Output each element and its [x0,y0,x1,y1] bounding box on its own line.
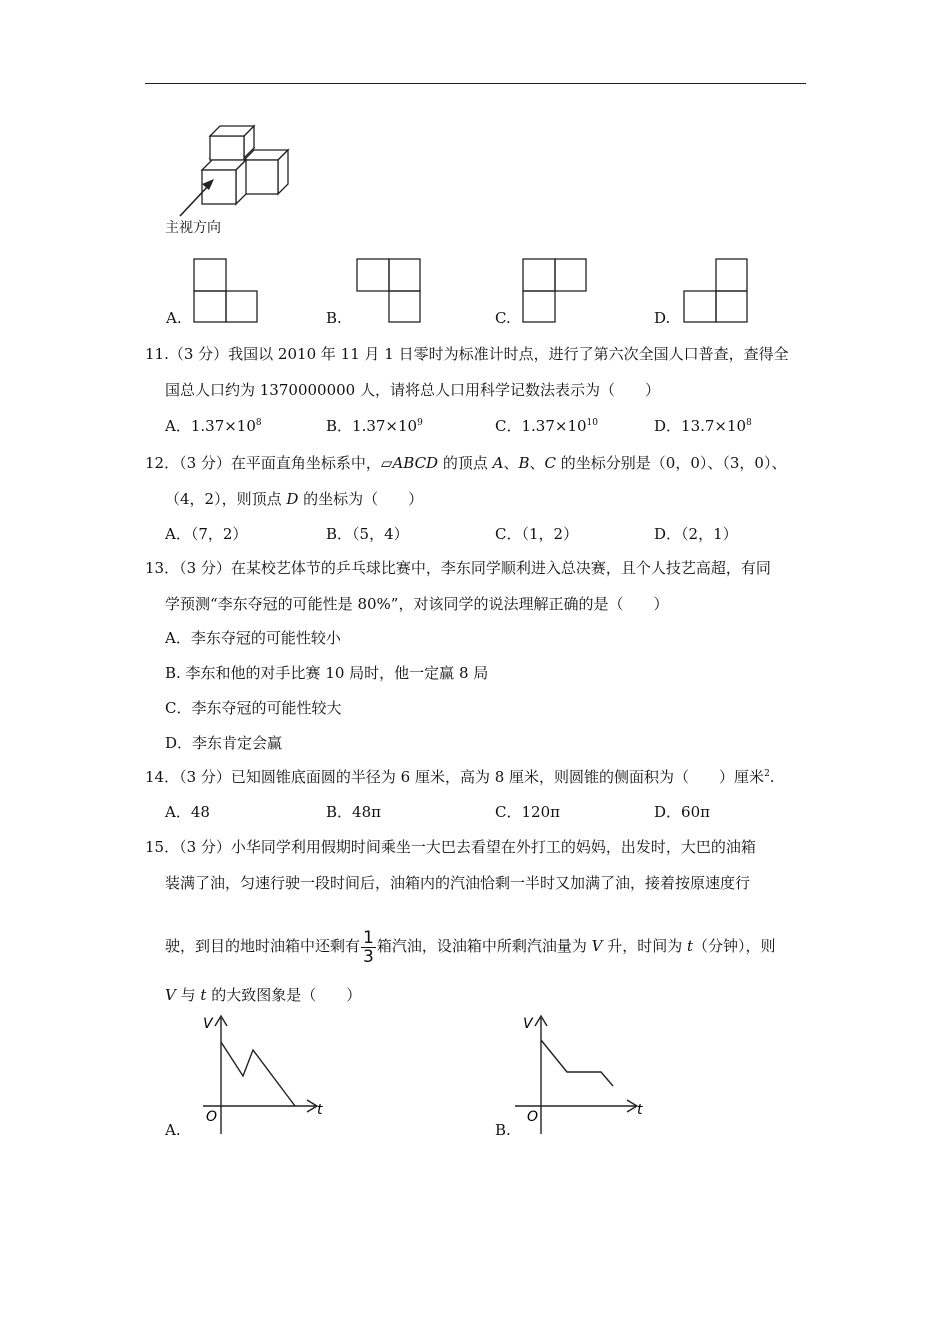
q11-option-c[interactable]: C．$1.37\times 10^{10}$ [495,417,598,435]
q15-option-b-graph[interactable] [515,1010,655,1138]
q13-stem-line2: 学预测“李东夺冠的可能性是 80%”，对该同学的说法理解正确的是（ ） [165,595,669,613]
header-rule [145,83,806,84]
q13-stem-line1: 13．（3 分）在某校艺体节的乒乓球比赛中，李东同学顺利进入总决赛，且个人技艺高超，有同 [145,559,771,577]
q15-stem-line2: 装满了油，匀速行驶一段时间后，油箱内的汽油恰剩一半时又加满了油，接着按原速度行 [165,874,751,892]
q10-option-c-label: C. [495,309,511,327]
q10-option-d-figure[interactable] [683,258,749,324]
q13-option-a[interactable]: A．李东夺冠的可能性较小 [165,629,341,647]
t-axis-label: t [317,1102,323,1118]
q10-option-d-label: D. [654,309,671,327]
q14-option-c[interactable]: C．120π [495,803,560,821]
q14-option-d[interactable]: D．60π [654,803,710,821]
q10-option-b-figure[interactable] [356,258,422,324]
q15-option-a-graph[interactable] [195,1010,335,1138]
q12-stem-line2: （4，2），则顶点 D 的坐标为（ ） [165,490,424,508]
q11-stem-line1: 11.（3 分）我国以 2010 年 11 月 1 日零时为标准计时点，进行了第六次全国人口普查，查得全 [145,345,789,363]
q12-option-a[interactable]: A．（7，2） [165,525,248,543]
q10-option-c-figure[interactable] [522,258,588,324]
q11-option-a[interactable]: A．$1.37\times 10^8$ [165,417,262,435]
q12-stem-line1: 12．（3 分）在平面直角坐标系中，▱ABCD 的顶点 A、B、C 的坐标分别是（0，0）、（3，0）、 [145,454,787,472]
q11-option-d[interactable]: D．$13.7\times 10^8$ [654,417,752,435]
q14-option-a[interactable]: A．48 [165,803,210,821]
q13-option-c[interactable]: C．李东夺冠的可能性较大 [165,699,342,717]
q14-stem-line1: 14．（3 分）已知圆锥底面圆的半径为 6 厘米，高为 8 厘米，则圆锥的侧面积为（ ）厘米$^2$. [145,768,775,786]
q12-option-d[interactable]: D．（2，1） [654,525,738,543]
q15-stem-line4: V 与 t 的大致图象是（ ） [165,986,362,1004]
origin-label: O [527,1109,539,1125]
t-axis-label: t [637,1102,643,1118]
v-axis-label: V [523,1016,533,1032]
q14-option-b[interactable]: B．48π [326,803,381,821]
cube-stack-figure [160,118,300,218]
q10-option-b-label: B. [326,309,342,327]
q15-stem-line1: 15．（3 分）小华同学利用假期时间乘坐一大巴去看望在外打工的妈妈，出发时，大巴的油箱 [145,838,756,856]
view-direction-caption: 主视方向 [165,220,221,236]
one-third-fraction: $\frac{1}{3}$ [363,927,374,967]
q11-stem-line2: 国总人口约为 1370000000 人，请将总人口用科学记数法表示为（ ） [165,381,660,399]
q12-option-b[interactable]: B．（5，4） [326,525,409,543]
v-axis-label: V [203,1016,213,1032]
q11-option-b[interactable]: B．$1.37\times 10^9$ [326,417,423,435]
q13-option-d[interactable]: D．李东肯定会赢 [165,734,283,752]
q12-option-c[interactable]: C．（1，2） [495,525,579,543]
q15-option-b-label: B. [495,1121,511,1139]
q15-stem-line3: 驶，到目的地时油箱中还剩有 $\frac{1}{3}$ 箱汽油，设油箱中所剩汽油量为 V 升，时间为 t（分钟），则 [165,927,776,967]
origin-label: O [206,1109,218,1125]
q10-option-a-figure[interactable] [193,258,259,324]
q13-option-b[interactable]: B. 李东和他的对手比赛 10 局时，他一定赢 8 局 [165,664,489,682]
q15-option-a-label: A. [165,1121,181,1139]
q10-option-a-label: A. [166,309,182,327]
